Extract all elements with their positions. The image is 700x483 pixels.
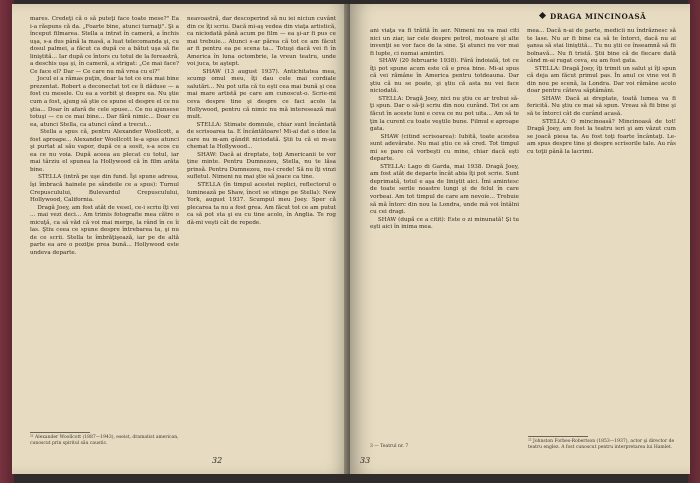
left-page-column-1: mares. Credeţi că o să puteţi face toate mese?" Ea i-a răspuns că da. „Foarte bine, atunci turnaţi". Şi a început filmarea. Stella a intrat în cameră, a închis uşa, s-a dus până la masă, a luat telecomanda şi, cu dosul palmei, a făcut ca după ce a bătut uşa să fie liniştită... Iar după ce întors cu totul de la fereastră, a deschis uşa şi, în cameră, a strigat: „Ce mai face? Ce face el? Dar — Ce care nu mă vrea cu el?" Jocul ei a rămas puţin, doar la tot ce era mai bine prezentat. Robert a deconectat tot ce îi dăduse — a fost cu mesele. Cu ea a vorbit şi despre ea. Nu ştie cum a fost, ajung să ştie ce spune el despre el ce nu ştia... Doar în afară de cele spuse... Ce nu ajunsese totuşi — cu ce mai bine... Dar fără nimic... Doar cu ea, atunci Stella, ca atunci când a trecut... Stella a spus că, pentru Alexander Woollcott, a fost aproape... Alexander Woollcott le-a spus atunci şi purtat al său vapor, după ce a sosit, s-a scos cu ea ce nu voia. După aceea au plecat cu totul, iar mai târziu el spunea la Hollywood că în film arăta bine. STELLA (intră pe uşe din fund. Îşi spune adresa, îşi îmbracă hainele pe săndeile ce a spus): Turnul Crepusculului, Bulevardul Crepusculului, Hollywood, California. Dragă Joey, am fost atât de vesel, ce-i scriu îţi vei ... mai vezi deci... Am trimis fotografie mea către o micuţă, ca să văd că voi mai merge, la rând în ce îi las. Ştiu ceea ce spune despre întrebarea ta, şi nu de ce scrii. Stella te îmbrăţişează, iar pe de altă parte ea are o poziţie prea bună... Hollywood este undeva departe. [30,16,179,256]
left-footnote: ²¹ Alexander Woollcott (1887—1943), eseist, dramatist american, cunoscut prin spiritul său caustic. [30,435,179,446]
left-page [12,4,350,474]
right-footnote-rule [528,436,588,437]
left-page-columns [30,16,336,428]
right-page-columns [370,28,676,433]
left-footnote-rule [30,432,90,433]
right-footnote: ²² Johnston Forbes-Robertson (1853—1937), actor şi director de teatru englez. A fost cunoscut pentru interpretarea lui Hamlet. [528,439,675,450]
right-page [350,4,690,474]
diamond-icon [539,12,546,19]
left-page-column-2: neavoastră, dar descoperind să nu iei niciun cuvânt din ce îţi scriu. Dacă mi-aş vedea din viaţa artistică, ca niciodată până acum pe film — ea şi-ar fi pus ce mai trebuie... Atunci s-ar părea că tot ce am făcut ar fi pentru ea pe scena ta... Totuşi dacă vei fi în America în luna octombrie, la vreun teatru, unde voi juca, te aştept. SHAW (13 august 1937). Antichitatea mea, scump omul meu, îţi dau cele mai cordiale salutări... Nu pot uita că tu eşti cea mai bună şi cea mai mare artistă pe care am cunoscut-o. Scrie-mi ceva despre tine şi despre ce faci acolo la Hollywood, pentru că nimic nu mă interesează mai mult. STELLA: Stimate domnule, chiar sunt încântată de scrisoarea ta. E încântătoare! Mi-ai dat o idee la care nu m-am gândit niciodată. Ştii tu că ei m-au chemat la Hollywood... SHAW: Dacă ai dreptate, toţi Americanii te vor ţine minte. Pentru Dumnezeu, Stella, nu te lăsa prinsă. Pentru Dumnezeu, nu-i crede! Să nu îţi vinzi sufletul. Nimeni nu mai ştie să joace ca tine. STELLA (în timpul acestei replici, reflectorul o luminează pe Shaw, încet se stinge pe Stella): New York, august 1937. Scumpul meu Joey. Sper că plecarea ta nu a fost grea. Am făcut tot ce am putut ca să pot sta şi eu cu tine acolo, în Anglia. Te rog dă-mi veşti cât de repede. [187,16,336,226]
left-page-number: 32 [212,456,223,465]
running-head [540,12,646,21]
right-page-number: 33 [360,456,371,465]
right-page-column-2: mea... Dacă n-ai de parte, medicii nu îndrăznesc să te lase. Nu ar fi bine ca să te întorci, dacă nu ai şansa să stai liniştită... Tu nu ştii ce înseamnă să fii bolnavă... Nu fi tristă. Ştii bine că de fiecare dată când m-ai rugat ceva, eu am fost gata. STELLA: Dragă Joey, îţi trimit un salut şi îţi spun că deja am făcut primul pas. În anul ce vine voi fi din nou pe scenă, la Londra. Dar voi rămâne acolo doar pentru câteva săptămâni. SHAW: Dacă ai dreptate, toată lumea va fi fericită. Nu ştiu ce mai să spun. Vreau să fii bine şi să te întorci cât de curând acasă. STELLA: O mincinoasă? Mincinoasă de tot! Dragă Joey, am fost la teatru ieri şi am văzut cum se joacă piesa ta. Au fost toţi foarte încântaţi. Le-am spus despre tine şi despre scrisorile tale. Au râs cu toţii până la lacrimi. [527,28,676,155]
running-title: DRAGA MINCINOASĂ [550,12,647,21]
signature-mark: 3 — Teatrul nr. 7 [370,444,409,449]
right-page-column-1: ani viaţa va fi trăită în aer. Nimeni nu va mai citi nici un ziar, iar cele despre petrol, motoare şi alte invenţii se vor face de la sine. Şi atunci nu vor mai fi lupte, ci numai amintiri. SHAW (20 februarie 1938). Fără îndoială, tot ce îţi pot spune acum este că e prea bine. Mi-ai spus că vei rămâne în America pentru totdeauna. Dar ştiu că nu se poate, şi ştiu că asta nu vei face niciodată. STELLA: Dragă Joey, nici nu ştiu ce ar trebui să-ţi spun. Dar o să-ţi scriu din nou curând. Tot ce am făcut în aceste luni e ceva ce nu pot uita... Am să te ţin la curent cu toate veştile bune. Filmul e aproape gata. SHAW (citind scrisoarea): Iubită, toate acestea sunt adevărate. Nu mai ştiu ce să cred. Tot timpul mi se pare că vorbeşti cu mine, chiar dacă eşti departe. STELLA: Lago di Garda, mai 1938. Dragă Joey, am fost atât de departe încât abia îţi pot scrie. Sunt deprimată, totul e aşa de liniştit aici. Îmi amintesc de toate serile noastre lungi şi de felul în care vorbeai. Am tot timpul de care am nevoie... Trebuie să mă întorc din nou la Londra, unde mă voi întâlni cu cei dragi. SHAW (după ce a citit): Este o zi minunată! Şi tu eşti aici în inima mea. [370,28,519,231]
